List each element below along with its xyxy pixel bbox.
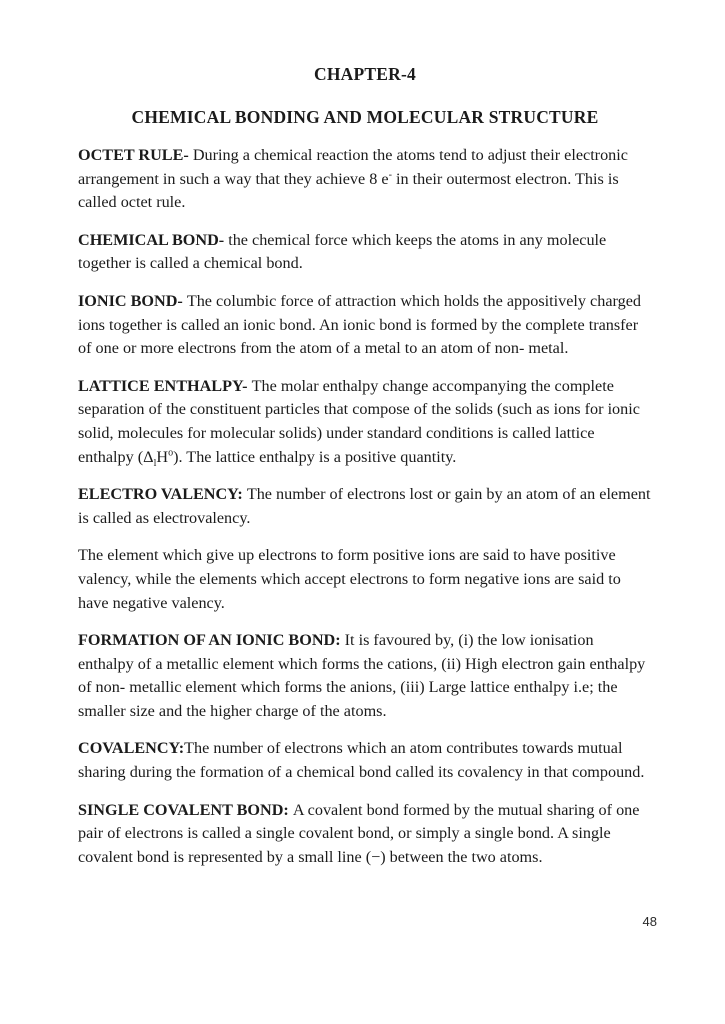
body-text: The molar enthalpy change accompanying the complete separation of the constituent particles that compose of the solids (such as ions for ionic solid, molecules for molecular solids) under standard conditions is called lattice enthalpy (Δ	[78, 376, 640, 466]
document-body	[78, 144, 652, 869]
page-number: 48	[642, 914, 657, 929]
paragraph	[78, 629, 652, 723]
body-text: l	[153, 457, 157, 469]
chapter-title: CHAPTER-4	[314, 64, 416, 84]
term-label: IONIC BOND-	[78, 291, 187, 310]
term-label: COVALENCY:	[78, 739, 185, 758]
term-label: OCTET RULE-	[78, 146, 193, 164]
body-text: During a chemical reaction the atoms tend to adjust their electronic arrangement in such a way that they achieve 8 e	[78, 146, 628, 188]
term-label: SINGLE COVALENT BOND:	[78, 800, 293, 819]
paragraph	[78, 290, 652, 361]
paragraph	[78, 483, 652, 530]
body-text: The number of electrons lost or gain by an atom of an element is called as electrovalency.	[78, 485, 651, 527]
body-text: The columbic force of attraction which holds the appositively charged ions together is called an ionic bond. An ionic bond is formed by the complete transfer of one or more electrons from the atom of a metal to an atom of non- metal.	[78, 291, 641, 358]
body-text: H	[156, 447, 169, 466]
paragraph	[78, 144, 652, 215]
paragraph	[78, 229, 652, 276]
term-label: ELECTRO VALENCY:	[78, 485, 247, 504]
term-label: CHEMICAL BOND-	[78, 230, 229, 249]
paragraph	[78, 544, 652, 615]
body-text: The number of electrons which an atom contributes towards mutual sharing during the formation of a chemical bond called its covalency in that compound.	[78, 739, 645, 782]
body-text: the chemical force which keeps the atoms in any molecule together is called a chemical bond.	[78, 230, 607, 273]
paragraph	[78, 799, 652, 870]
body-text: o	[168, 447, 174, 459]
body-text: ). The lattice enthalpy is a positive quantity.	[173, 447, 457, 466]
term-label: FORMATION OF AN IONIC BOND:	[78, 631, 345, 650]
paragraph	[78, 375, 652, 469]
paragraph	[78, 737, 652, 784]
chapter-subtitle: CHEMICAL BONDING AND MOLECULAR STRUCTURE	[131, 107, 599, 127]
body-text: The element which give up electrons to form positive ions are said to have positive valency, while the elements which accept electrons to form negative ions are said to have negative valency.	[78, 546, 621, 612]
body-text: in their outermost electron. This is called octet rule.	[78, 169, 619, 212]
body-text: A covalent bond formed by the mutual sharing of one pair of electrons is called a single covalent bond, or simply a single bond. A single covalent bond is represented by a small line (−) between the two atoms.	[78, 800, 640, 866]
body-text: It is favoured by, (i) the low ionisation enthalpy of a metallic element which forms the cations, (ii) High electron gain enthalpy of non- metallic element which forms the anions, (iii) Large lattice enthalpy i.e; the smaller size and the higher charge of the atoms.	[78, 631, 646, 720]
body-text: -	[388, 169, 392, 181]
term-label: LATTICE ENTHALPY-	[78, 376, 252, 395]
